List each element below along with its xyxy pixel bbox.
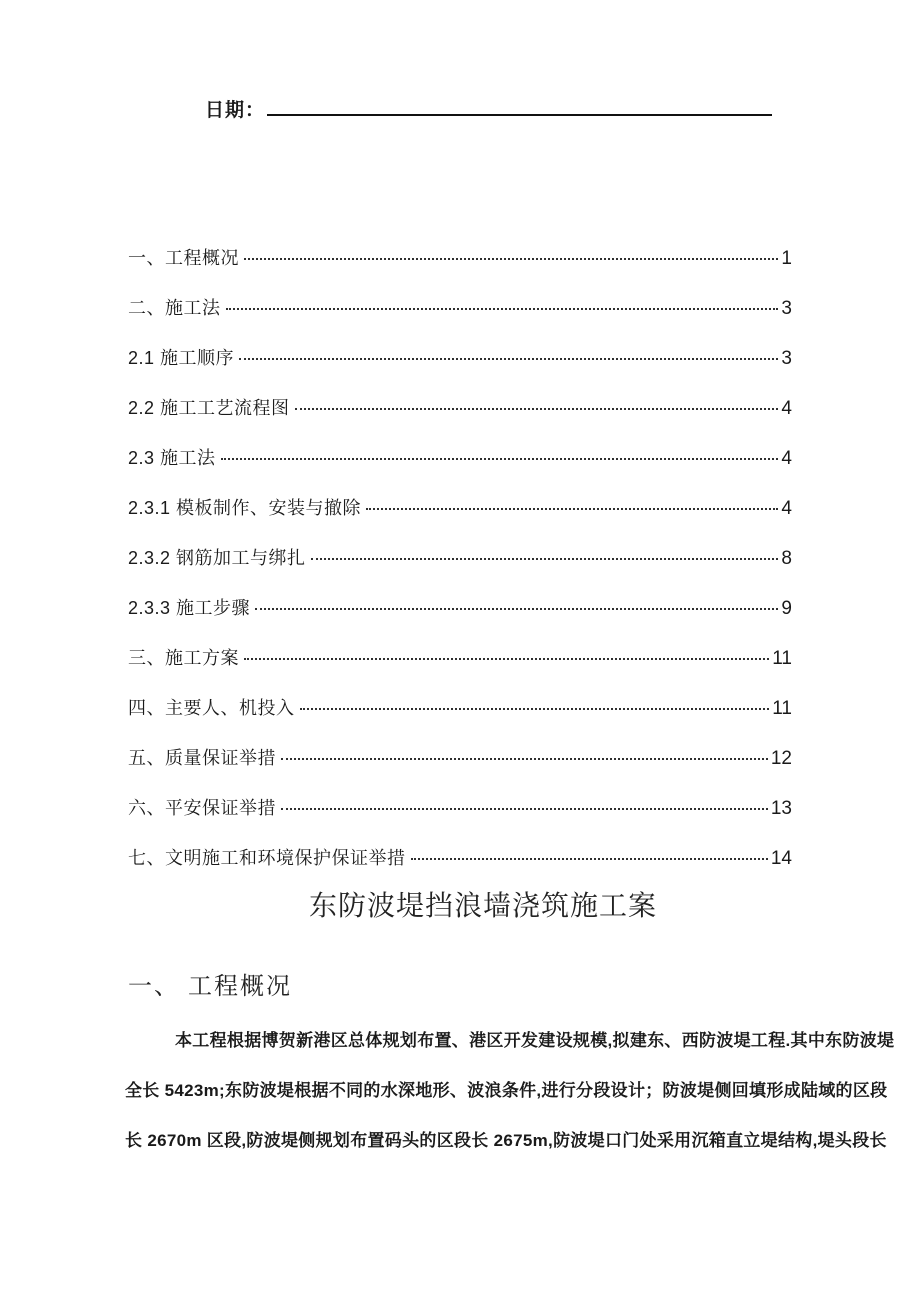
toc-entry-label: 七、文明施工和环境保护保证举措 xyxy=(128,848,406,868)
toc-page-number: 4 xyxy=(781,398,792,419)
toc-entry xyxy=(128,344,792,368)
toc-dotted-leader xyxy=(311,558,779,560)
toc-page-number: 8 xyxy=(781,548,792,569)
toc-entry-label: 2.3.3 施工步骤 xyxy=(128,598,251,618)
date-line xyxy=(205,92,772,124)
toc-page-number: 9 xyxy=(781,598,792,619)
toc-entry-label: 一、工程概况 xyxy=(128,248,239,268)
toc-dotted-leader xyxy=(244,658,769,660)
toc-entry-label: 2.3.2 钢筋加工与绑扎 xyxy=(128,548,306,568)
toc-dotted-leader xyxy=(366,508,778,510)
toc-entry xyxy=(128,444,792,468)
toc-dotted-leader xyxy=(300,708,770,710)
toc-entry xyxy=(128,494,792,518)
toc-entry xyxy=(128,294,792,318)
toc-entry xyxy=(128,644,792,668)
document-title: 东防波堤挡浪墙浇筑施工案 xyxy=(308,891,657,922)
toc-entry-label: 2.1 施工顺序 xyxy=(128,348,235,368)
toc-entry xyxy=(128,244,792,268)
toc-dotted-leader xyxy=(295,408,779,410)
toc-entry xyxy=(128,394,792,418)
toc-entry-label: 六、平安保证举措 xyxy=(128,798,276,818)
toc-dotted-leader xyxy=(221,458,779,460)
date-label: 日期： xyxy=(205,100,266,121)
paragraph-line: 全长 5423m;东防波堤根据不同的水深地形、波浪条件,进行分段设计；防波堤侧回填形成陆域的区段 xyxy=(125,1081,888,1100)
toc-entry-label: 二、施工法 xyxy=(128,298,221,318)
toc-entry xyxy=(128,594,792,618)
toc-dotted-leader xyxy=(411,858,768,860)
toc-dotted-leader xyxy=(239,358,778,360)
toc-entry-label: 五、质量保证举措 xyxy=(128,748,276,768)
paragraph-line: 长 2670m 区段,防波堤侧规划布置码头的区段长 2675m,防波堤口门处采用沉箱直立堤结构,堤头段长 xyxy=(125,1131,887,1150)
toc-page-number: 14 xyxy=(770,848,792,869)
date-blank-underline xyxy=(267,92,772,116)
body-paragraph xyxy=(125,1016,895,1166)
toc-page-number: 3 xyxy=(781,298,792,319)
toc-entry-label: 2.3 施工法 xyxy=(128,448,216,468)
toc-entry-label: 2.2 施工工艺流程图 xyxy=(128,398,290,418)
toc-page-number: 4 xyxy=(781,448,792,469)
toc-dotted-leader xyxy=(281,808,768,810)
toc-page-number: 11 xyxy=(772,648,792,669)
toc-dotted-leader xyxy=(244,258,778,260)
toc-page-number: 13 xyxy=(770,798,792,819)
paragraph-line: 本工程根据博贺新港区总体规划布置、港区开发建设规模,拟建东、西防波堤工程.其中东防波堤 xyxy=(175,1031,895,1050)
toc-page-number: 12 xyxy=(770,748,792,769)
table-of-contents xyxy=(128,244,792,894)
toc-entry-label: 三、施工方案 xyxy=(128,648,239,668)
toc-entry xyxy=(128,794,792,818)
section-heading: 一、 工程概况 xyxy=(128,974,292,1000)
toc-page-number: 1 xyxy=(781,248,792,269)
toc-page-number: 4 xyxy=(781,498,792,519)
toc-entry xyxy=(128,744,792,768)
toc-page-number: 3 xyxy=(781,348,792,369)
toc-dotted-leader xyxy=(255,608,778,610)
toc-dotted-leader xyxy=(226,308,779,310)
toc-entry xyxy=(128,694,792,718)
toc-entry xyxy=(128,544,792,568)
toc-dotted-leader xyxy=(281,758,768,760)
toc-entry xyxy=(128,844,792,868)
toc-entry-label: 2.3.1 模板制作、安装与撤除 xyxy=(128,498,362,518)
toc-page-number: 11 xyxy=(772,698,792,719)
toc-entry-label: 四、主要人、机投入 xyxy=(128,698,295,718)
